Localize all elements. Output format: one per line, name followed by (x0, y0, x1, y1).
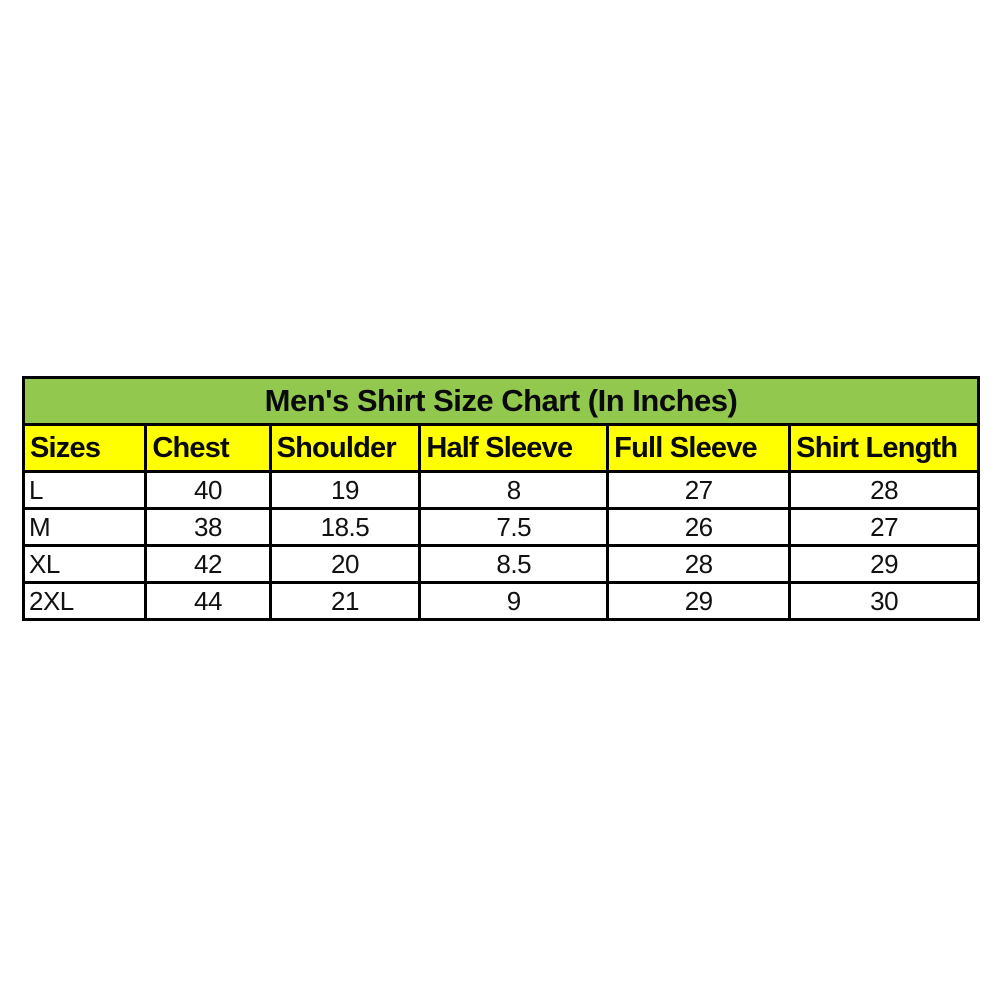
row-m-size: M (25, 510, 144, 544)
row-m-half-sleeve: 7.5 (421, 510, 606, 544)
row-m-full-sleeve: 26 (609, 510, 788, 544)
row-l-half-sleeve: 8 (421, 473, 606, 507)
row-l-size: L (25, 473, 144, 507)
row-m-shirt-length: 27 (791, 510, 977, 544)
row-xl-shoulder: 20 (272, 547, 419, 581)
column-header-chest: Chest (147, 426, 268, 470)
row-l-full-sleeve: 27 (609, 473, 788, 507)
column-header-full-sleeve: Full Sleeve (609, 426, 788, 470)
row-xl-size: XL (25, 547, 144, 581)
row-xl-full-sleeve: 28 (609, 547, 788, 581)
column-header-sizes: Sizes (25, 426, 144, 470)
table-title: Men's Shirt Size Chart (In Inches) (25, 379, 977, 423)
row-l-shoulder: 19 (272, 473, 419, 507)
row-l-chest: 40 (147, 473, 268, 507)
row-2xl-size: 2XL (25, 584, 144, 618)
row-2xl-chest: 44 (147, 584, 268, 618)
row-m-shoulder: 18.5 (272, 510, 419, 544)
size-chart-table (22, 376, 980, 621)
row-l-shirt-length: 28 (791, 473, 977, 507)
column-header-shoulder: Shoulder (272, 426, 419, 470)
column-header-shirt-length: Shirt Length (791, 426, 977, 470)
column-header-half-sleeve: Half Sleeve (421, 426, 606, 470)
row-2xl-half-sleeve: 9 (421, 584, 606, 618)
row-xl-chest: 42 (147, 547, 268, 581)
row-xl-half-sleeve: 8.5 (421, 547, 606, 581)
row-xl-shirt-length: 29 (791, 547, 977, 581)
row-2xl-shirt-length: 30 (791, 584, 977, 618)
row-m-chest: 38 (147, 510, 268, 544)
row-2xl-shoulder: 21 (272, 584, 419, 618)
row-2xl-full-sleeve: 29 (609, 584, 788, 618)
